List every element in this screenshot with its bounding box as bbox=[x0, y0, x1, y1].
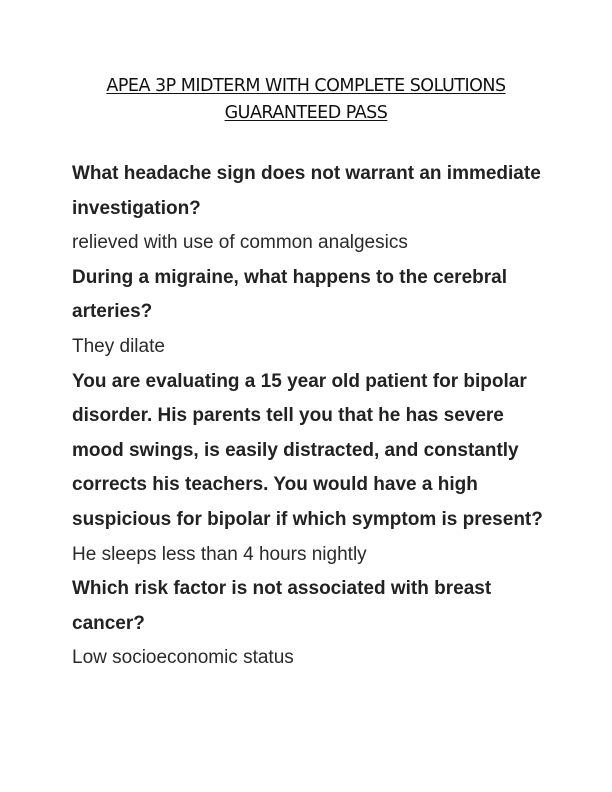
answer-3: He sleeps less than 4 hours nightly bbox=[72, 543, 367, 565]
answer-4: Low socioeconomic status bbox=[72, 647, 294, 669]
document-title bbox=[60, 73, 552, 127]
question-2: During a migraine, what happens to the cerebral arteries? bbox=[72, 266, 507, 323]
answer-1: relieved with use of common analgesics bbox=[72, 232, 408, 254]
answer-2: They dilate bbox=[72, 335, 165, 357]
question-1: What headache sign does not warrant an immediate investigation? bbox=[72, 163, 541, 219]
question-4: Which risk factor is not associated with breast cancer? bbox=[72, 578, 492, 634]
title-line-2: GUARANTEED PASS bbox=[224, 103, 388, 123]
question-3: You are evaluating a 15 year old patient for bipolar disorder. His parents tell you that he has severe mood swings, is easily distracted, and constantly corrects his teachers. You would have a high suspicious for bipolar if which symptom is present? bbox=[72, 370, 543, 530]
question-answer-list bbox=[72, 157, 552, 676]
title-line-1: APEA 3P MIDTERM WITH COMPLETE SOLUTIONS bbox=[106, 76, 506, 96]
